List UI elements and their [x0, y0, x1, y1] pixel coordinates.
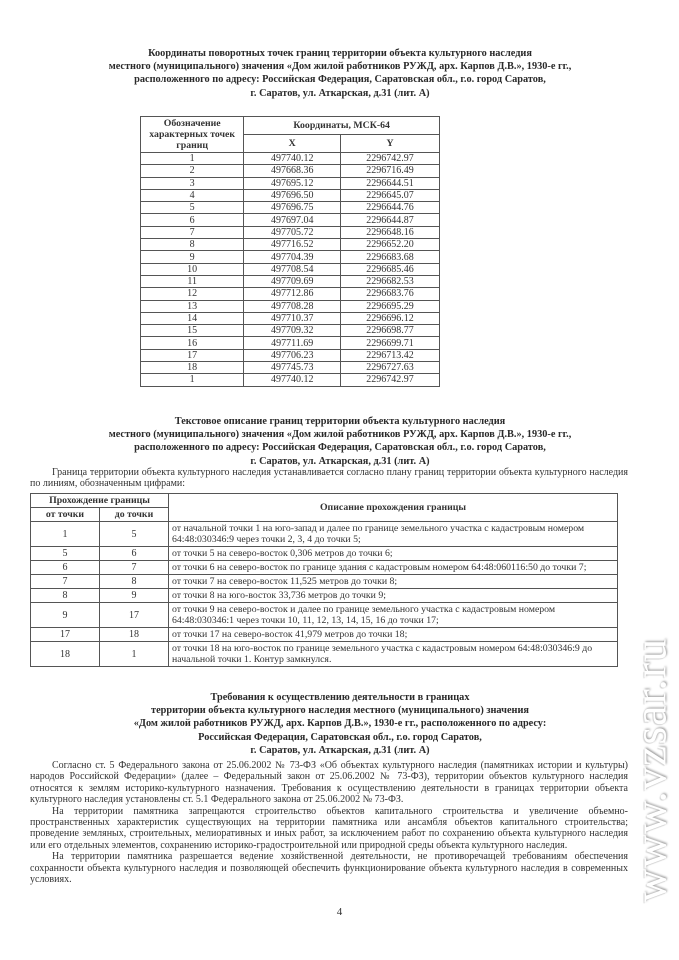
- cell-point: 8: [141, 239, 244, 251]
- header-coordinates: Координаты, МСК-64: [244, 117, 440, 135]
- cell-from: 18: [31, 642, 100, 667]
- cell-x: 497705.72: [244, 226, 341, 238]
- intro-text: Граница территории объекта культурного наследия устанавливается согласно плану границ территории объекта культурного наследия по линиям, обозначенным цифрами:: [30, 467, 628, 490]
- cell-from: 9: [31, 603, 100, 628]
- table-row: [141, 349, 440, 361]
- title-line: местного (муниципального) значения «Дом жилой работников РУЖД, арх. Карпов Д.В.», 1930-е гг.,: [108, 429, 572, 441]
- cell-x: 497710.37: [244, 312, 341, 324]
- paragraph: На территории памятника запрещаются строительство объектов капитального строительства и увеличение объемно-пространственных характеристик существующих на территории памятника или ансамбля объектов капитального строительства; проведение земляных, строительных, мелиоративных и иных работ, за исключением работ по сохранению объекта культурного наследия или его отдельных элементов, сохранению историко-градостроительной или природной среды объекта культурного наследия.: [30, 805, 628, 851]
- cell-point: 10: [141, 263, 244, 275]
- cell-y: 2296695.29: [341, 300, 440, 312]
- table-row: [141, 300, 440, 312]
- table-row: [31, 561, 618, 575]
- cell-point: 7: [141, 226, 244, 238]
- cell-description: от точки 6 на северо-восток по границе здания с кадастровым номером 64:48:060116:50 до точки 7;: [169, 561, 618, 575]
- cell-point: 11: [141, 275, 244, 287]
- title-line: территории объекта культурного наследия местного (муниципального) значения: [151, 705, 529, 717]
- table-row: [31, 628, 618, 642]
- cell-point: 6: [141, 214, 244, 226]
- title-line: Российская Федерация, Саратовская обл., г.о. город Саратов,: [198, 731, 482, 743]
- cell-y: 2296645.07: [341, 189, 440, 201]
- cell-description: от точки 9 на северо-восток и далее по границе земельного участка с кадастровым номером 64:48:030346:1 через точки 10, 11, 12, 13, 14, 15, 16 до точки 17;: [169, 603, 618, 628]
- cell-to: 7: [100, 561, 169, 575]
- table-row: [141, 239, 440, 251]
- watermark-text: www.vzsar.ru: [624, 637, 676, 903]
- cell-x: 497745.73: [244, 362, 341, 374]
- cell-x: 497709.69: [244, 275, 341, 287]
- table-row: [31, 589, 618, 603]
- cell-point: 18: [141, 362, 244, 374]
- cell-to: 9: [100, 589, 169, 603]
- cell-y: 2296696.12: [341, 312, 440, 324]
- cell-x: 497697.04: [244, 214, 341, 226]
- cell-description: от точки 7 на северо-восток 11,525 метров до точки 8;: [169, 575, 618, 589]
- cell-to: 1: [100, 642, 169, 667]
- cell-y: 2296727.63: [341, 362, 440, 374]
- title-line: г. Саратов, ул. Аткарская, д.31 (лит. А): [250, 455, 430, 467]
- cell-point: 5: [141, 202, 244, 214]
- cell-y: 2296683.76: [341, 288, 440, 300]
- cell-x: 497740.12: [244, 153, 341, 165]
- cell-y: 2296683.68: [341, 251, 440, 263]
- cell-x: 497695.12: [244, 177, 341, 189]
- cell-description: от начальной точки 1 на юго-запад и далее по границе земельного участка с кадастровым номером 64:48:030346:9 через точки 2, 3, 4 до точки 5;: [169, 522, 618, 547]
- cell-y: 2296742.97: [341, 374, 440, 386]
- header-y: Y: [341, 135, 440, 153]
- table-row: [141, 374, 440, 386]
- header-to: до точки: [100, 508, 169, 522]
- cell-from: 1: [31, 522, 100, 547]
- boundary-table-body: [31, 522, 618, 667]
- table-row: [141, 251, 440, 263]
- requirements-section-title: [30, 691, 650, 757]
- cell-from: 7: [31, 575, 100, 589]
- table-row: [141, 312, 440, 324]
- cell-point: 13: [141, 300, 244, 312]
- paragraph: Согласно ст. 5 Федерального закона от 25.06.2002 № 73-ФЗ «Об объектах культурного наследия (памятниках истории и культуры) народов Российской Федерации» (далее – Федеральный закон от 25.06.2002 № 73-ФЗ), территории объектов культурного наследия относятся к землям историко-культурного назначения. Требования к осуществлению деятельности в границах территории объекта культурного наследия установлены ст. 5.1 Федерального закона от 25.06.2002 № 73-ФЗ.: [30, 760, 628, 806]
- paragraph: На территории памятника разрешается ведение хозяйственной деятельности, не противоречащей требованиям обеспечения сохранности объекта культурного наследия и позволяющей обеспечить функционирование объекта культурного наследия в современных условиях.: [30, 851, 628, 886]
- cell-to: 18: [100, 628, 169, 642]
- cell-point: 16: [141, 337, 244, 349]
- title-line: Требования к осуществлению деятельности в границах: [210, 692, 470, 703]
- cell-description: от точки 17 на северо-восток 41,979 метров до точки 18;: [169, 628, 618, 642]
- cell-y: 2296742.97: [341, 153, 440, 165]
- requirements-body: [30, 760, 628, 885]
- cell-x: 497716.52: [244, 239, 341, 251]
- cell-x: 497708.28: [244, 300, 341, 312]
- coordinates-table: [140, 116, 440, 387]
- title-line: г. Саратов, ул. Аткарская, д.31 (лит. А): [250, 744, 430, 756]
- cell-point: 15: [141, 325, 244, 337]
- watermark: [620, 600, 679, 940]
- cell-point: 1: [141, 153, 244, 165]
- table-row: [141, 189, 440, 201]
- cell-x: 497704.39: [244, 251, 341, 263]
- cell-to: 6: [100, 547, 169, 561]
- header-passage: Прохождение границы: [31, 494, 169, 508]
- table-row: [31, 603, 618, 628]
- cell-to: 8: [100, 575, 169, 589]
- cell-x: 497696.50: [244, 189, 341, 201]
- cell-x: 497706.23: [244, 349, 341, 361]
- cell-x: 497712.86: [244, 288, 341, 300]
- cell-point: 4: [141, 189, 244, 201]
- cell-y: 2296644.87: [341, 214, 440, 226]
- header-from: от точки: [31, 508, 100, 522]
- cell-to: 17: [100, 603, 169, 628]
- cell-y: 2296698.77: [341, 325, 440, 337]
- cell-point: 2: [141, 165, 244, 177]
- title-line: расположенного по адресу: Российская Федерация, Саратовская обл., г.о. город Саратов,: [134, 442, 546, 454]
- table-row: [141, 165, 440, 177]
- title-line: г. Саратов, ул. Аткарская, д.31 (лит. А): [250, 87, 430, 99]
- cell-y: 2296652.20: [341, 239, 440, 251]
- table-row: [141, 226, 440, 238]
- title-line: Координаты поворотных точек границ территории объекта культурного наследия: [148, 48, 532, 59]
- cell-from: 8: [31, 589, 100, 603]
- table-row: [31, 575, 618, 589]
- cell-y: 2296682.53: [341, 275, 440, 287]
- table-row: [141, 288, 440, 300]
- cell-y: 2296713.42: [341, 349, 440, 361]
- cell-to: 5: [100, 522, 169, 547]
- cell-y: 2296699.71: [341, 337, 440, 349]
- table-row: [141, 177, 440, 189]
- cell-point: 9: [141, 251, 244, 263]
- cell-x: 497740.12: [244, 374, 341, 386]
- header-x: X: [244, 135, 341, 153]
- cell-x: 497709.32: [244, 325, 341, 337]
- page-number: 4: [336, 906, 343, 918]
- cell-description: от точки 5 на северо-восток 0,306 метров до точки 6;: [169, 547, 618, 561]
- table-row: [141, 362, 440, 374]
- cell-x: 497708.54: [244, 263, 341, 275]
- title-line: местного (муниципального) значения «Дом жилой работников РУЖД, арх. Карпов Д.В.», 1930-е гг.,: [108, 61, 572, 73]
- table-row: [31, 522, 618, 547]
- cell-point: 1: [141, 374, 244, 386]
- table-row: [141, 275, 440, 287]
- boundary-intro-paragraph: [30, 467, 628, 490]
- title-line: Текстовое описание границ территории объекта культурного наследия: [174, 416, 506, 427]
- table-row: [141, 153, 440, 165]
- title-line: расположенного по адресу: Российская Федерация, Саратовская обл., г.о. город Саратов,: [134, 74, 546, 86]
- title-line: «Дом жилой работников РУЖД, арх. Карпов Д.В.», 1930-е гг., расположенного по адресу:: [133, 718, 547, 730]
- cell-description: от точки 18 на юго-восток по границе земельного участка с кадастровым номером 64:48:030346:9 до начальной точки 1. Контур замкнулся.: [169, 642, 618, 667]
- cell-x: 497668.36: [244, 165, 341, 177]
- table-row: [141, 325, 440, 337]
- cell-y: 2296648.16: [341, 226, 440, 238]
- table-row: [31, 547, 618, 561]
- table-row: [141, 202, 440, 214]
- cell-y: 2296644.76: [341, 202, 440, 214]
- cell-from: 5: [31, 547, 100, 561]
- cell-x: 497711.69: [244, 337, 341, 349]
- cell-point: 12: [141, 288, 244, 300]
- cell-from: 17: [31, 628, 100, 642]
- cell-point: 3: [141, 177, 244, 189]
- cell-y: 2296644.51: [341, 177, 440, 189]
- header-description: Описание прохождения границы: [169, 494, 618, 522]
- coordinates-table-body: [141, 153, 440, 387]
- text-description-section-title: [30, 415, 650, 468]
- cell-point: 14: [141, 312, 244, 324]
- table-row: [141, 214, 440, 226]
- cell-y: 2296685.46: [341, 263, 440, 275]
- table-row: [141, 337, 440, 349]
- table-row: [31, 642, 618, 667]
- cell-description: от точки 8 на юго-восток 33,736 метров до точки 9;: [169, 589, 618, 603]
- cell-from: 6: [31, 561, 100, 575]
- table-row: [141, 263, 440, 275]
- boundary-description-table: [30, 493, 618, 667]
- cell-x: 497696.75: [244, 202, 341, 214]
- cell-point: 17: [141, 349, 244, 361]
- header-point: Обозначение характерных точек границ: [141, 117, 244, 153]
- cell-y: 2296716.49: [341, 165, 440, 177]
- coordinates-section-title: [30, 47, 650, 100]
